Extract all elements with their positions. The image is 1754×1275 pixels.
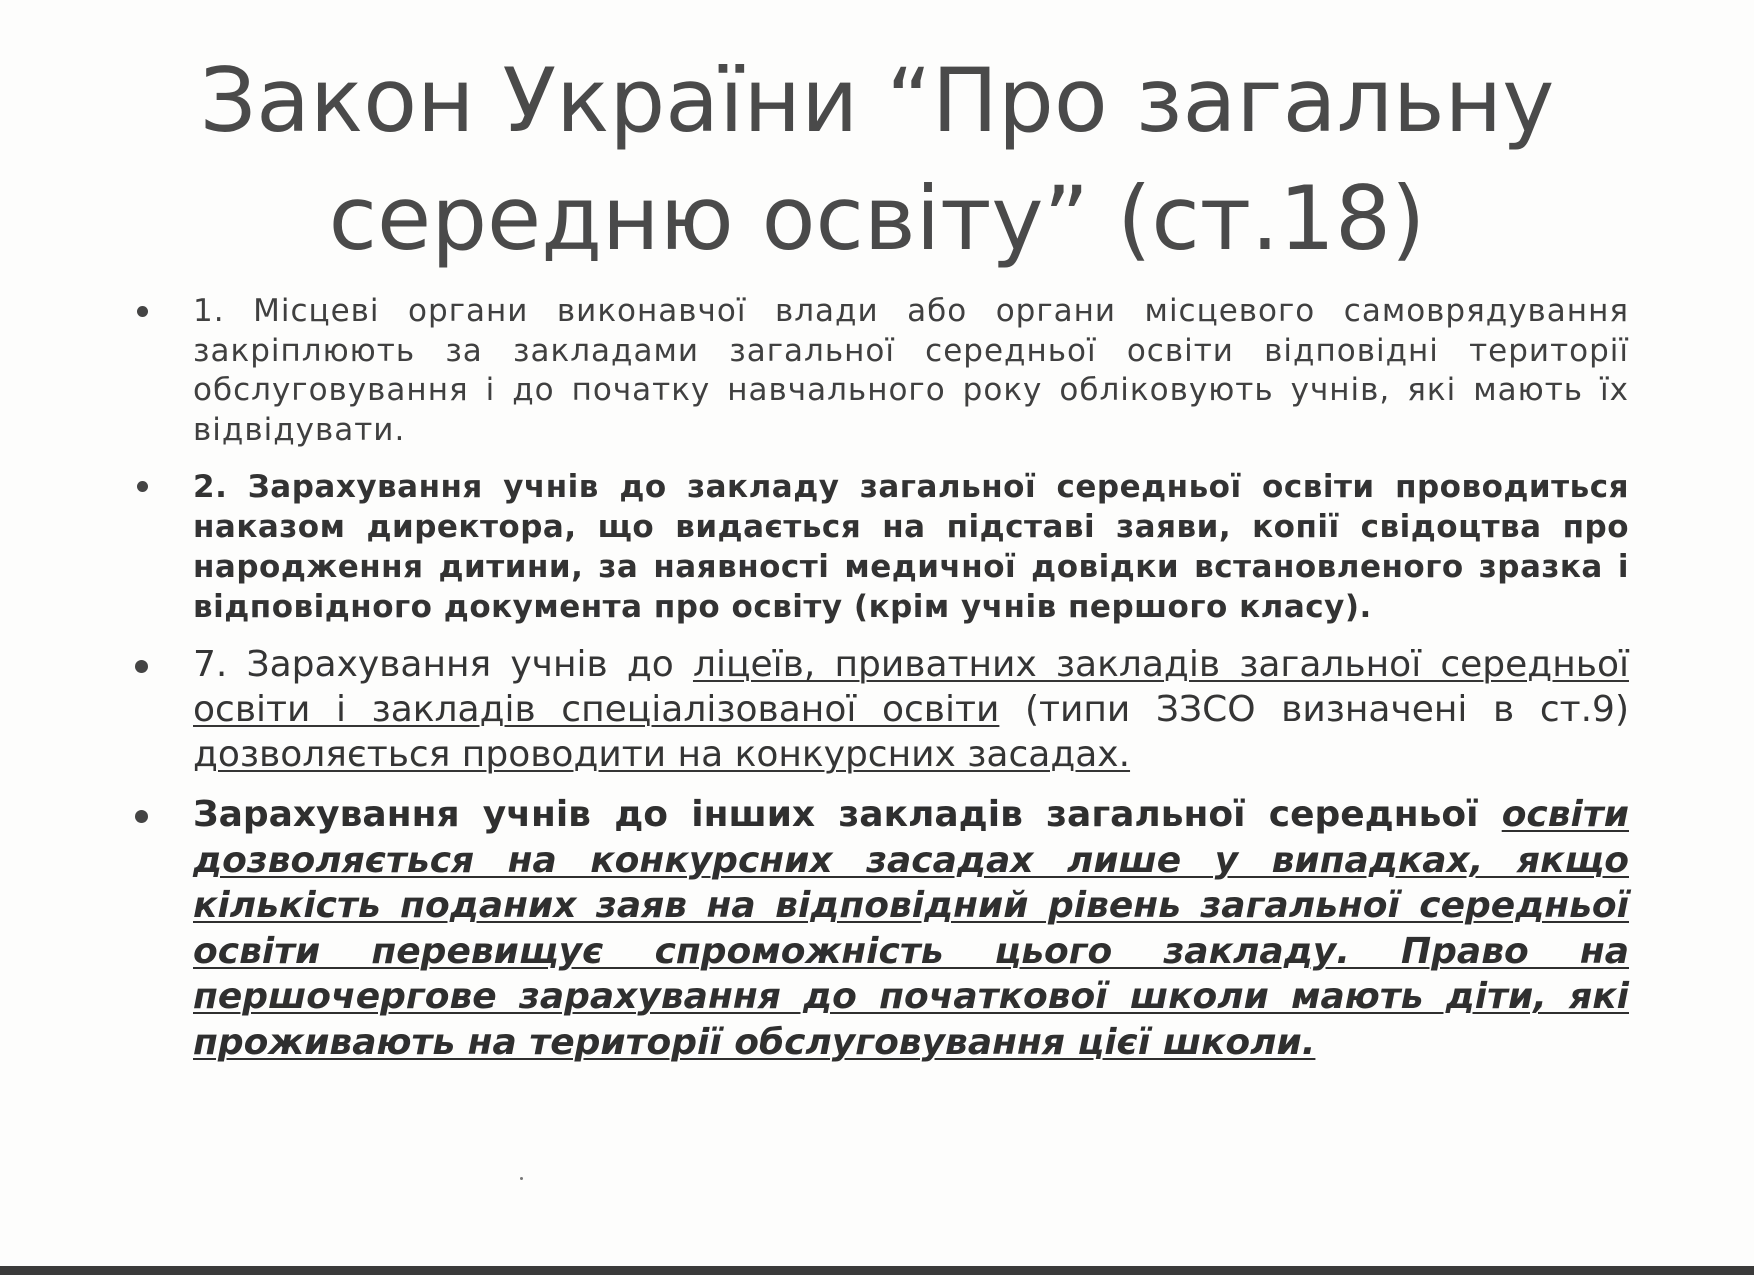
item-text: 1. Місцеві органи виконавчої влади або органи місцевого самоврядування закріплюють за закладами загальної середньої освіти відповідні території обслуговування і до початку навчального року обліковують учнів, які мають їх відвідувати. bbox=[193, 293, 1629, 448]
list-item bbox=[193, 792, 1629, 1065]
scan-speck bbox=[520, 1177, 523, 1180]
list-item bbox=[193, 642, 1629, 777]
item-text-underlined: дозволяється проводити на конкурсних засадах. bbox=[193, 734, 1131, 775]
bottom-border bbox=[0, 1266, 1754, 1275]
bullet-icon bbox=[135, 660, 148, 673]
bullet-icon bbox=[137, 481, 148, 492]
title-line-1: Закон України “Про загальну bbox=[199, 49, 1555, 152]
bullet-icon bbox=[137, 306, 148, 317]
item-text-bold: Зарахування учнів до інших закладів загальної середньої bbox=[193, 794, 1502, 835]
item-text: 2. Зарахування учнів до закладу загальної середньої освіти проводиться наказом директора, що видається на підставі заяви, копії свідоцтва про народження дитини, за наявності медичної довідки встановленого зразка і відповідного документа про освіту (крім учнів першого класу). bbox=[193, 469, 1629, 625]
list-item bbox=[193, 292, 1629, 450]
item-text-part: 7. Зарахування учнів до bbox=[193, 644, 693, 685]
title-line-2: середню освіту” (ст.18) bbox=[328, 167, 1426, 270]
item-text-italic-underlined: освіти дозволяється на конкурсних засадах лише у випадках, якщо кількість поданих заяв на відповідний рівень загальної середньої освіти перевищує спроможність цього закладу. Право на першочергове зарахування до початкової школи мають діти, які проживають на території обслуговування цієї школи. bbox=[193, 794, 1629, 1063]
item-text-part: (типи ЗЗСО визначені в ст.9) bbox=[999, 689, 1629, 730]
item-text-underlined: ліцеїв, приватних закладів загальної середньої освіти і закладів спеціалізованої освіти bbox=[193, 644, 1629, 730]
list-item bbox=[193, 467, 1629, 627]
bullet-icon bbox=[135, 810, 148, 823]
